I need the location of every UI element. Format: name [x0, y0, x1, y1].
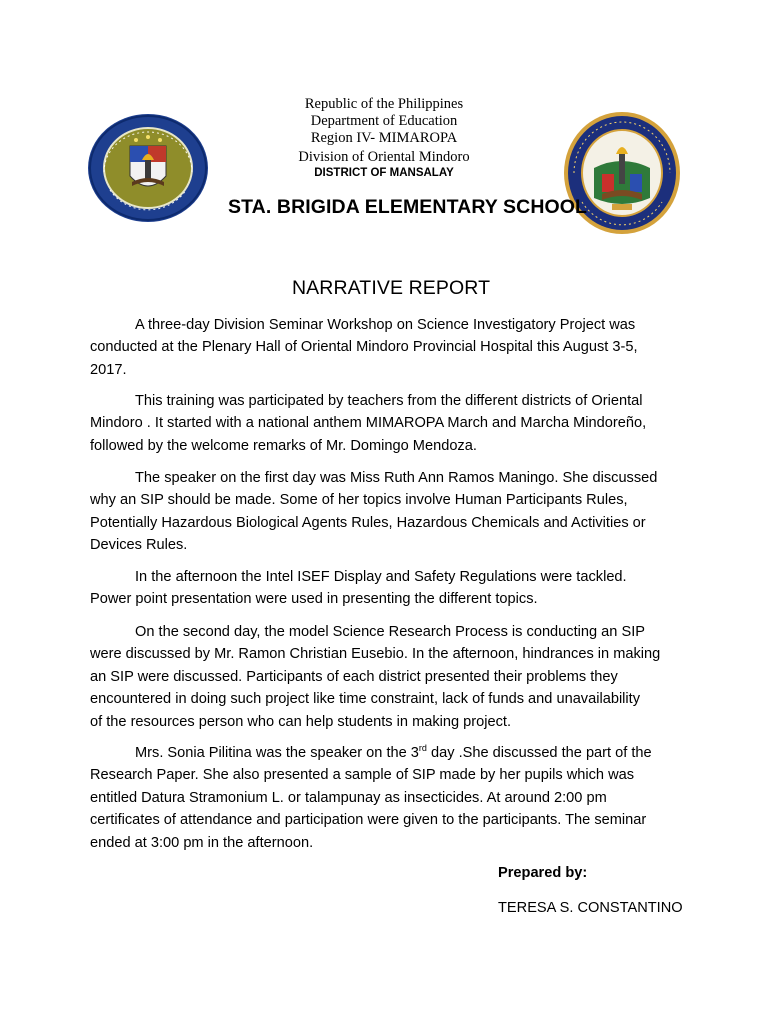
text-line: conducted at the Plenary Hall of Oriental Mindoro Provincial Hospital this August 3-5, — [90, 339, 638, 356]
prepared-by-label: Prepared by: — [498, 865, 588, 881]
deped-seal-logo — [86, 112, 210, 229]
header-division: Division of Oriental Mindoro — [298, 149, 470, 165]
paragraph-2 — [90, 390, 710, 457]
text-line: The speaker on the first day was Miss Ruth Ann Ramos Maningo. She discussed — [135, 470, 658, 486]
text-line: A three-day Division Seminar Workshop on Science Investigatory Project was — [135, 317, 636, 333]
text-line: 2017. — [90, 361, 127, 378]
text-line: Research Paper. She also presented a sample of SIP made by her pupils which was — [90, 767, 635, 784]
preparer-name: TERESA S. CONSTANTINO — [498, 900, 683, 916]
header-region: Region IV- MIMAROPA — [310, 130, 458, 146]
text-line: encountered in doing such project like time constraint, lack of funds and unavailability — [90, 691, 641, 708]
text-line: On the second day, the model Science Research Process is conducting an SIP — [135, 624, 645, 640]
text-line: entitled Datura Stramonium L. or talampunay as insecticides. At around 2:00 pm — [90, 789, 607, 806]
text-line: why an SIP should be made. Some of her topics involve Human Participants Rules, — [90, 492, 628, 509]
header-district: DISTRICT OF MANSALAY — [314, 167, 454, 179]
paragraph-6 — [90, 742, 710, 854]
text-line: Power point presentation were used in presenting the different topics. — [90, 591, 538, 608]
text-line — [90, 742, 710, 764]
text-fragment: day .She discussed the part of the — [426, 745, 652, 761]
text-line: ended at 3:00 pm in the afternoon. — [90, 834, 314, 851]
report-title: NARRATIVE REPORT — [292, 277, 491, 299]
text-fragment: Mrs. Sonia Pilitina was the speaker on the 3 — [135, 745, 419, 761]
division-oriental-mindoro-seal-logo — [562, 110, 682, 241]
text-line: certificates of attendance and participation were given to the participants. The seminar — [90, 812, 647, 829]
paragraph-5 — [90, 621, 710, 733]
text-line: Potentially Hazardous Biological Agents Rules, Hazardous Chemicals and Activities or — [90, 514, 646, 531]
paragraph-4 — [90, 566, 710, 611]
text-line: an SIP were discussed. Participants of each district presented their problems they — [90, 668, 618, 685]
text-line: Devices Rules. — [90, 537, 188, 554]
text-line: This training was participated by teachers from the different districts of Oriental — [135, 393, 643, 409]
header-department: Department of Education — [310, 113, 458, 129]
text-line: were discussed by Mr. Ramon Christian Eusebio. In the afternoon, hindrances in making — [90, 646, 661, 663]
text-line: of the resources person who can help students in making project. — [90, 713, 512, 730]
header-country: Republic of the Philippines — [304, 96, 464, 112]
paragraph-1 — [90, 314, 710, 381]
text-line: followed by the welcome remarks of Mr. Domingo Mendoza. — [90, 437, 477, 454]
school-name: STA. BRIGIDA ELEMENTARY SCHOOL — [228, 196, 588, 218]
text-line: In the afternoon the Intel ISEF Display and Safety Regulations were tackled. — [135, 569, 627, 585]
paragraph-3 — [90, 467, 710, 557]
superscript: rd — [418, 743, 427, 754]
text-line: Mindoro . It started with a national anthem MIMAROPA March and Marcha Mindoreño, — [90, 415, 647, 432]
